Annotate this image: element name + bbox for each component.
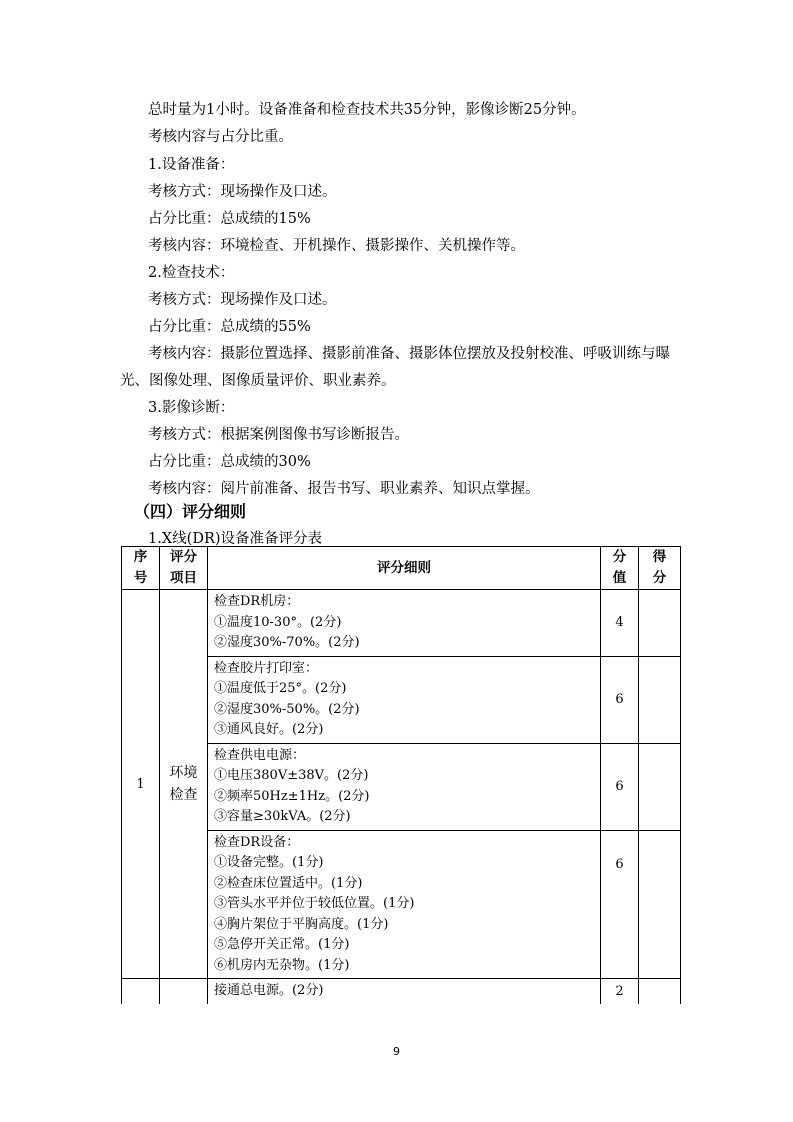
got-cell — [639, 590, 681, 657]
paragraph: 1.设备准备： — [148, 157, 235, 173]
got-cell — [639, 979, 681, 1004]
rule-cell: 检查DR设备： ①设备完整。(1分) ②检查床位置适中。(1分) ③管头水平并位于较低位置。(1分) ④胸片架位于平胸高度。(1分) ⑤急停开关正常。(1分) ⑥机房内无杂物。(1分) — [208, 830, 601, 979]
got-cell — [639, 830, 681, 979]
rule-cell: 接通总电源。(2分) — [208, 979, 601, 1004]
rule-cell: 检查胶片打印室： ①温度低于25°。(2分) ②湿度30%-50%。(2分) ③通风良好。(2分) — [208, 656, 601, 743]
paragraph: 考核内容：摄影位置选择、摄影前准备、摄影体位摆放及投射校准、呼吸训练与曝光、图像处理、图像质量评价、职业素养。 — [120, 346, 670, 389]
paragraph: 考核方式：现场操作及口述。 — [148, 184, 337, 200]
header-score: 分 值 — [601, 547, 639, 590]
header-rule: 评分细则 — [208, 547, 601, 590]
paragraph: 占分比重：总成绩的15% — [148, 211, 311, 227]
rule-cell: 检查DR机房： ①温度10-30°。(2分) ②湿度30%-70%。(2分) — [208, 590, 601, 657]
header-got: 得 分 — [639, 547, 681, 590]
scoring-table — [121, 546, 681, 1004]
paragraph: 占分比重：总成绩的30% — [148, 454, 311, 470]
page-number: 9 — [393, 1045, 400, 1058]
paragraph: 考核内容：环境检查、开机操作、摄影操作、关机操作等。 — [148, 238, 525, 254]
item-cell — [160, 979, 208, 1004]
seq-cell — [122, 979, 160, 1004]
header-item: 评分 项目 — [160, 547, 208, 590]
seq-cell: 1 — [122, 590, 160, 979]
paragraph: 占分比重：总成绩的55% — [148, 319, 311, 335]
score-cell: 6 — [601, 656, 639, 743]
item-cell: 环境 检查 — [160, 590, 208, 979]
table-row — [122, 590, 681, 657]
rule-cell: 检查供电电源： ①电压380V±38V。(2分) ②频率50Hz±1Hz。(2分) ③容量≥30kVA。(2分) — [208, 743, 601, 830]
got-cell — [639, 743, 681, 830]
score-cell: 6 — [601, 830, 639, 979]
paragraph: 总时量为1小时。设备准备和检查技术共35分钟，影像诊断25分钟。 — [148, 102, 586, 118]
score-cell: 6 — [601, 743, 639, 830]
table-header-row — [122, 547, 681, 590]
paragraph: 考核方式：现场操作及口述。 — [148, 292, 337, 308]
paragraph: 3.影像诊断： — [148, 400, 235, 416]
paragraph: 考核内容：阅片前准备、报告书写、职业素养、知识点掌握。 — [148, 481, 540, 497]
paragraph: 2.检查技术： — [148, 265, 235, 281]
score-cell: 4 — [601, 590, 639, 657]
section-heading: （四）评分细则 — [134, 502, 247, 521]
score-cell: 2 — [601, 979, 639, 1004]
table-row — [122, 979, 681, 1004]
header-seq: 序 号 — [122, 547, 160, 590]
table-title: 1.X线(DR)设备准备评分表 — [148, 531, 323, 547]
paragraph: 考核内容与占分比重。 — [148, 129, 293, 145]
got-cell — [639, 656, 681, 743]
paragraph: 考核方式：根据案例图像书写诊断报告。 — [148, 427, 409, 443]
